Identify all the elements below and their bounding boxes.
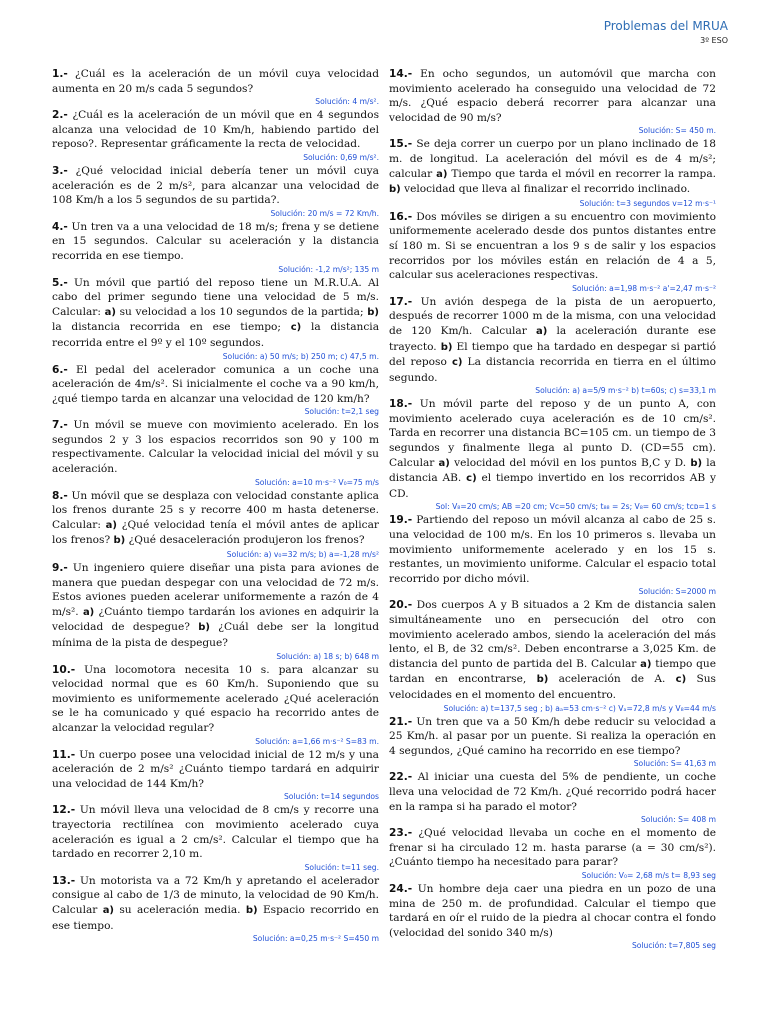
problem-number: 12.- bbox=[52, 804, 76, 817]
solution-label: Solución: S= 450 m. bbox=[638, 126, 716, 136]
problem-text: Un tren que va a 50 Km/h debe reducir su velocidad a 25 Km/h. al pasar por un puente. Si realiza la operación en 4 segundos, ¿Qué camino ha recorrido en ese tiempo? bbox=[389, 715, 717, 757]
problem-statement bbox=[389, 137, 716, 197]
problem-number: 16.- bbox=[389, 210, 413, 223]
solution-label: Solución: a=0,25 m·s⁻² S=450 m bbox=[252, 934, 379, 944]
problem-text: Una locomotora necesita 10 s. para alcanzar su velocidad normal que es 60 Km/h. Suponiendo que su movimiento es uniformemente acelerado ¿Qué aceleración se le ha comunicado y qué espacio ha recorrido antes de alcanzar la velocidad regular? bbox=[52, 663, 379, 734]
solution-label: Solución: S= 408 m bbox=[640, 815, 716, 825]
solution-label: Solución: a) 18 s; b) 648 m bbox=[276, 651, 379, 661]
problem-text: ¿Qué velocidad llevaba un coche en el momento de frenar si ha circulado 12 m. hasta pararse (a = 30 cm/s²). ¿Cuánto tiempo ha necesitado para parar? bbox=[389, 827, 716, 869]
problem-text: Dos móviles se dirigen a su encuentro con movimiento uniformemente acelerado desde dos puntos distantes entre sí 180 m. Si se encuentran a los 9 s de salir y los espacios recorridos por los móviles están en relación de 4 a 5, calcular sus aceleraciones respectivas. bbox=[389, 210, 716, 282]
problem-number: 4.- bbox=[52, 220, 68, 233]
problem-19 bbox=[389, 513, 716, 597]
solution-label: Solución: t=7,805 seg bbox=[631, 941, 716, 951]
problem-number: 5.- bbox=[52, 276, 68, 289]
document-title: Problemas del MRUA bbox=[603, 19, 728, 33]
solution-label: Solución: t=2,1 seg bbox=[304, 407, 379, 417]
problem-text: Se deja correr un cuerpo por un plano inclinado de 18 m. de longitud. La aceleración del móvil es de 4 m/s²; calcular a) Tiempo que tarda el móvil en recorrer la rampa. b) velocidad que lleva al finalizar el recorrido inclinado. bbox=[389, 138, 717, 196]
problem-number: 24.- bbox=[389, 882, 413, 895]
solution-label: Solución: 20 m/s = 72 Km/h. bbox=[270, 208, 379, 218]
problem-statement bbox=[389, 513, 716, 586]
problem-14 bbox=[389, 67, 716, 136]
solution-label: Solución: a) t=137,5 seg ; b) aₐ=53 cm·s⁻² c) Vₐ=72,8 m/s y V₈=44 m/s bbox=[443, 703, 716, 713]
problem-number: 9.- bbox=[52, 562, 68, 575]
problem-21 bbox=[389, 715, 716, 770]
problem-text: Un móvil que partió del reposo tiene un M.R.U.A. Al cabo del primer segundo tiene una velocidad de 5 m/s. Calcular: a) su velocidad a los 10 segundos de la partida; b) la distancia recorrida en ese tiempo; c) la distancia recorrida entre el 9º y el 10º segundos. bbox=[52, 276, 380, 349]
solution-label: Solución: a=1,98 m·s⁻² a'=2,47 m·s⁻² bbox=[572, 283, 716, 293]
problem-text: Un tren va a una velocidad de 18 m/s; frena y se detiene en 15 segundos. Calcular su aceleración y la distancia recorrida en ese tiempo. bbox=[52, 220, 379, 262]
solution-label: Solución: t=14 segundos bbox=[283, 792, 379, 802]
problem-11 bbox=[52, 748, 379, 803]
problem-6 bbox=[52, 363, 379, 418]
problem-text: En ocho segundos, un automóvil que marcha con movimiento acelerado ha conseguido una velocidad de 72 m/s. ¿Qué espacio deberá recorrer para alcanzar una velocidad de 90 m/s? bbox=[389, 68, 716, 124]
problem-statement bbox=[52, 489, 379, 549]
problem-text: Un avión despega de la pista de un aeropuerto, después de recorrer 1000 m de la misma, con una velocidad de 120 Km/h. Calcular a) la aceleración durante ese trayecto. b) El tiempo que ha tardado en despegar si partió del reposo c) La distancia recorrida en tierra en el último segundo. bbox=[389, 295, 716, 384]
solution-label: Solución: a) 50 m/s; b) 250 m; c) 47,5 m. bbox=[222, 351, 379, 361]
solution-label: Solución: a=1,66 m·s⁻² S=83 m. bbox=[255, 736, 379, 746]
solution-label: Solución: t=11 seg. bbox=[304, 862, 379, 872]
problem-1 bbox=[52, 67, 379, 107]
problem-24 bbox=[389, 882, 716, 951]
problem-number: 13.- bbox=[52, 874, 76, 887]
problem-22 bbox=[389, 770, 716, 825]
problem-3 bbox=[52, 164, 379, 219]
problem-13 bbox=[52, 874, 379, 944]
problem-statement bbox=[52, 164, 379, 208]
problem-number: 2.- bbox=[52, 109, 68, 122]
right-column bbox=[389, 67, 716, 952]
problem-text: ¿Qué velocidad inicial debería tener un móvil cuya aceleración es de 2 m/s², para alcanzar una velocidad de 108 Km/h a los 5 segundos de su partida?. bbox=[52, 164, 379, 207]
problem-statement bbox=[389, 397, 716, 501]
problem-text: Un ingeniero quiere diseñar una pista para aviones de manera que puedan despegar con una velocidad de 72 m/s. Estos aviones pueden acelerar uniformemente a razón de 4 m/s². a) ¿Cuánto tiempo tardarán los aviones en adquirir la velocidad de despegue? b) ¿Cuál debe ser la longitud mínima de la pista de despegue? bbox=[52, 562, 379, 649]
problem-statement bbox=[389, 598, 716, 702]
problem-15 bbox=[389, 137, 716, 208]
solution-label: Solución: 4 m/s². bbox=[315, 97, 379, 107]
problem-16 bbox=[389, 210, 716, 294]
problem-text: Un móvil lleva una velocidad de 8 cm/s y recorre una trayectoria rectilínea con movimiento acelerado cuya aceleración es igual a 2 cm/s². Calcular el tiempo que ha tardado en recorrer 2,10 m. bbox=[52, 804, 380, 861]
problem-7 bbox=[52, 418, 379, 487]
solution-label: Sol: V₈=20 cm/s; AB =20 cm; Vc=50 cm/s; t₈₈ = 2s; V₈= 60 cm/s; tᴄᴅ=1 s bbox=[435, 502, 716, 512]
problem-number: 20.- bbox=[389, 599, 413, 612]
problem-statement bbox=[389, 715, 716, 759]
problem-number: 17.- bbox=[389, 295, 413, 308]
problem-number: 22.- bbox=[389, 771, 413, 784]
problem-5 bbox=[52, 276, 379, 362]
problem-statement bbox=[52, 748, 379, 792]
problem-number: 21.- bbox=[389, 715, 413, 728]
problem-statement bbox=[52, 663, 379, 736]
problem-statement bbox=[389, 882, 716, 940]
problem-statement bbox=[389, 826, 716, 870]
problem-18 bbox=[389, 397, 716, 512]
solution-label: Solución: a) a=5/9 m·s⁻² b) t=60s; c) s=33,1 m bbox=[535, 386, 716, 396]
problem-number: 10.- bbox=[52, 663, 76, 676]
solution-label: Solución: t=3 segundos v=12 m·s⁻¹ bbox=[579, 198, 716, 208]
problem-number: 1.- bbox=[52, 68, 68, 80]
solution-label: Solución: a=10 m·s⁻² V₀=75 m/s bbox=[254, 477, 379, 487]
problem-10 bbox=[52, 663, 379, 747]
problem-number: 6.- bbox=[52, 363, 68, 376]
problem-text: Un móvil se mueve con movimiento acelerado. En los segundos 2 y 3 los espacios recorridos son 90 y 100 m respectivamente. Calcular la velocidad inicial del móvil y su aceleración. bbox=[52, 419, 379, 476]
problem-number: 18.- bbox=[389, 398, 413, 411]
solution-label: Solución: S= 41,63 m bbox=[633, 759, 716, 769]
solution-label: Solución: V₀= 2,68 m/s t= 8,93 seg bbox=[581, 870, 716, 880]
problem-text: Partiendo del reposo un móvil alcanza al cabo de 25 s. una velocidad de 100 m/s. En los 10 primeros s. llevaba un movimiento uniformemente acelerado y en los 15 s. restantes, un movimiento uniforme. Calcular el espacio total recorrido por dicho móvil. bbox=[389, 514, 716, 585]
solution-label: Solución: 0,69 m/s². bbox=[303, 152, 379, 162]
solution-label: Solución: -1,2 m/s²; 135 m bbox=[278, 264, 379, 274]
left-column bbox=[52, 67, 379, 945]
problem-statement bbox=[389, 210, 716, 283]
problem-text: ¿Cuál es la aceleración de un móvil que en 4 segundos alcanza una velocidad de 10 Km/h, habiendo partido del reposo?. Representar gráficamente la recta de velocidad. bbox=[52, 109, 379, 151]
problem-statement bbox=[52, 874, 379, 933]
problem-23 bbox=[389, 826, 716, 881]
problem-number: 11.- bbox=[52, 748, 76, 761]
problem-text: Un cuerpo posee una velocidad inicial de 12 m/s y una aceleración de 2 m/s² ¿Cuánto tiempo tardará en adquirir una velocidad de 144 Km/h? bbox=[52, 748, 379, 790]
solution-label: Solución: a) v₀=32 m/s; b) a=-1,28 m/s² bbox=[226, 550, 379, 560]
problem-number: 15.- bbox=[389, 138, 413, 151]
problem-statement bbox=[52, 561, 379, 651]
problem-number: 14.- bbox=[389, 68, 413, 80]
problem-number: 19.- bbox=[389, 514, 413, 527]
problem-statement bbox=[389, 770, 716, 814]
problem-text: Un motorista va a 72 Km/h y apretando el acelerador consigue al cabo de 1/3 de minuto, la velocidad de 90 Km/h. Calcular a) su aceleración media. b) Espacio recorrido en ese tiempo. bbox=[52, 874, 380, 932]
problem-text: El pedal del acelerador comunica a un coche una aceleración de 4m/s². Si inicialmente el coche va a 90 km/h, ¿qué tiempo tarda en alcanzar una velocidad de 120 km/h? bbox=[52, 363, 380, 405]
problem-text: Al iniciar una cuesta del 5% de pendiente, un coche lleva una velocidad de 72 Km/h. ¿Qué recorrido podrá hacer en la rampa si ha parado el motor? bbox=[389, 771, 717, 813]
problem-statement bbox=[52, 363, 379, 407]
problem-statement bbox=[52, 418, 379, 476]
problem-4 bbox=[52, 220, 379, 275]
problem-statement bbox=[52, 803, 379, 861]
problem-statement bbox=[52, 220, 379, 264]
problem-12 bbox=[52, 803, 379, 872]
problem-text: Un móvil que se desplaza con velocidad constante aplica los frenos durante 25 s y recorre 400 m hasta detenerse. Calcular: a) ¿Qué velocidad tenía el móvil antes de aplicar los frenos? b) ¿Qué desaceleración produjeron los frenos? bbox=[52, 489, 379, 547]
problem-text: Dos cuerpos A y B situados a 2 Km de distancia salen simultáneamente uno en persecución del otro con movimiento acelerado ambos, siendo la aceleración del más lento, el B, de 32 cm/s². Deben encontrarse a 3,025 Km. de distancia del punto de partida del B. Calcular a) tiempo que tardan en encontrarse, b) aceleración de A. c) Sus velocidades en el momento del encuentro. bbox=[389, 599, 716, 701]
problem-9 bbox=[52, 561, 379, 662]
problem-text: ¿Cuál es la aceleración de un móvil cuya velocidad aumenta en 20 m/s cada 5 segundos? bbox=[52, 68, 379, 95]
problem-text: Un hombre deja caer una piedra en un pozo de una mina de 250 m. de profundidad. Calcular el tiempo que tardará en oír el ruido de la piedra al chocar contra el fondo (velocidad del sonido 340 m/s) bbox=[389, 882, 717, 939]
document-level: 3º ESO bbox=[700, 36, 728, 45]
problem-statement bbox=[52, 108, 379, 152]
problem-17 bbox=[389, 295, 716, 397]
problem-statement bbox=[389, 67, 716, 125]
problem-8 bbox=[52, 489, 379, 560]
problem-number: 8.- bbox=[52, 489, 68, 502]
problem-text: Un móvil parte del reposo y de un punto A, con movimiento acelerado cuya aceleración es de 10 cm/s². Tarda en recorrer una distancia BC=105 cm. un tiempo de 3 segundos y finalmente llega al punto D. (CD=55 cm). Calcular a) velocidad del móvil en los puntos B,C y D. b) la distancia AB. c) el tiempo invertido en los recorridos AB y CD. bbox=[389, 398, 716, 500]
problem-number: 23.- bbox=[389, 827, 413, 840]
problem-statement bbox=[52, 276, 379, 351]
problem-20 bbox=[389, 598, 716, 713]
page-header bbox=[604, 18, 728, 48]
solution-label: Solución: S=2000 m bbox=[638, 587, 716, 597]
problem-statement bbox=[389, 295, 716, 386]
problem-2 bbox=[52, 108, 379, 163]
problem-number: 3.- bbox=[52, 164, 68, 177]
problem-number: 7.- bbox=[52, 419, 68, 432]
problem-statement bbox=[52, 67, 379, 96]
